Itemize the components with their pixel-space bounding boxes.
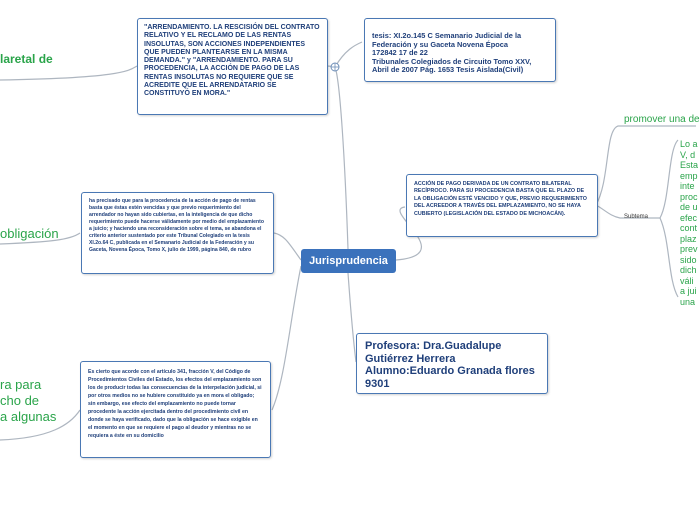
- box-profesora[interactable]: [356, 333, 548, 394]
- box-arrendamiento[interactable]: [137, 18, 328, 115]
- box-accion-pago-text: ACCIÓN DE PAGO DERIVADA DE UN CONTRATO BILATERAL RECÍPROCO. PARA SU PROCEDENCIA BASTA QUE EL PLAZO DE LA OBLIGACIÓN ESTÉ VENCIDO Y QUE, PREVIO REQUERIMIENTO DEL ACREEDOR A TRAVÉS DEL EMPLAZAMIENTO, NO SE HAYA CUBIERTO (LEGISLACIÓN DEL ESTADO DE MICHOACÁN).: [414, 181, 587, 217]
- right-topic-promover[interactable]: promover una de: [624, 114, 700, 125]
- box-accion-pago[interactable]: [406, 174, 598, 237]
- subtema-label[interactable]: Subtema: [624, 214, 649, 220]
- box-cierto[interactable]: [80, 361, 271, 458]
- box-precisado-text: ha precisado que para la procedencia de la acción de pago de rentas basta que éstas estén vencidas y que previo requerimiento del arrendador no hayan sido cubiertas, en la inteligencia de que dicho requerimiento puede hacerse válidamente por medio del emplazamiento a juicio; y haciendo una reconsideración sobre el tema, se abandona el criterio anterior sustentado por este Tribunal Colegiado en la tesis XI.2o.64 C, publicada en el Semanario Judicial de la Federación y su Gaceta, Novena Época, Tomo X, julio de 1999, página 840, de rubro: [89, 198, 264, 253]
- box-precisado[interactable]: [81, 192, 274, 274]
- box-cierto-text: Es cierto que acorde con el artículo 341, fracción V, del Código de Procedimientos Civiles del Estado, los efectos del emplazamiento son los de producir todas las consecuencias de la interpelación judicial, si por otros medios no se hubiere constituido ya en mora el obligado; sin embargo, ese efecto del emplazamiento no puede tornar procedente la acción ejercitada dentro del procedimiento civil en donde se haya verificado, dado que la obligación se hace exigible en el momento en que se requiere el pago al deudor y mientras no se requiera a éste en su domicilio: [88, 369, 262, 439]
- box-arrendamiento-text: "ARRENDAMIENTO. LA RESCISIÓN DEL CONTRATO RELATIVO Y EL RECLAMO DE LAS RENTAS INSOLUTAS, SON ACCIONES INDEPENDIENTES QUE PUEDEN PLANTEARSE EN LA MISMA DEMANDA." y "ARRENDAMIENTO. PARA SU PROCEDENCIA, LA ACCIÓN DE PAGO DE LAS RENTAS INSOLUTAS NO REQUIERE QUE SE ACREDITE QUE EL ARRENDATARIO SE CONSTITUYÓ EN MORA.": [144, 24, 320, 98]
- box-tesis[interactable]: [364, 18, 556, 82]
- box-profesora-text: Profesora: Dra.Guadalupe Gutiérrez Herrera Alumno:Eduardo Granada flores 9301: [365, 340, 535, 390]
- link-node-icon[interactable]: [331, 63, 339, 71]
- right-topic-column[interactable]: Lo a V, d Esta emp inte proc de u efec cont plaz prev sido dich váli a jui una: [680, 139, 699, 307]
- central-topic-label: Jurisprudencia: [309, 255, 388, 267]
- box-tesis-text: tesis: XI.2o.145 C Semanario Judicial de la Federación y su Gaceta Novena Época 172842 17 de 22 Tribunales Colegiados de Circuito Tomo XXV, Abril de 2007 Pág. 1653 Tesis Aislada(Civil): [372, 31, 532, 75]
- central-topic[interactable]: [301, 249, 396, 273]
- left-topic-laretal[interactable]: laretal de: [0, 52, 53, 66]
- left-topic-paragraph[interactable]: ra para cho de a algunas: [0, 377, 57, 424]
- left-topic-obligacion[interactable]: obligación: [0, 226, 59, 241]
